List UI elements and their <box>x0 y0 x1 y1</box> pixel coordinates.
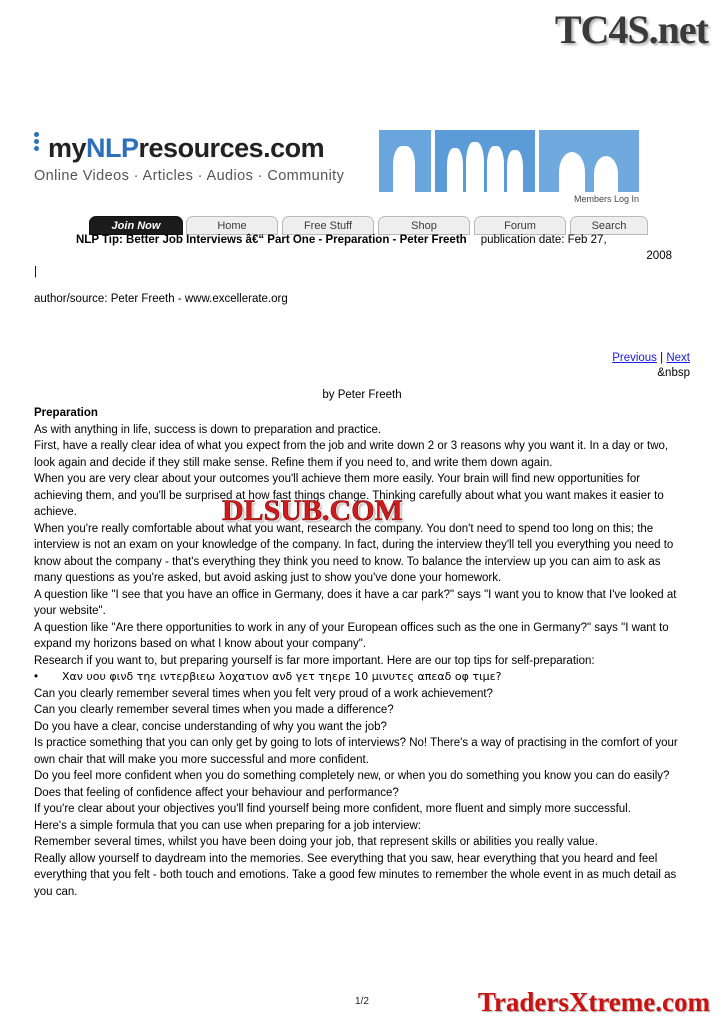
paragraph: When you're really comfortable about what you want, research the company. You don't need to spend too long on this; the interview is not an exam on your knowledge of the company. In fact, during the interview they'll tell you everything you need to know about the company - that's everything they think you need to know. To balance the interview up you can aim to ask as many questions as you're asked, but avoid asking just to show you've done your homework. <box>34 522 674 584</box>
bullet-dot-icon: • <box>34 671 39 683</box>
author-source-line: author/source: Peter Freeth - www.excellerate.org <box>34 293 288 305</box>
nbsp-text: &nbsp <box>657 367 690 379</box>
paragraph: Research if you want to, but preparing yourself is far more important. Here are our top tips for self-preparation: <box>34 654 595 667</box>
tradersxtreme-watermark: TradersXtreme.com <box>477 987 710 1017</box>
bullet-text: Χαν υου φινδ τηε ιντερβιεω λοχατιον ανδ γετ τηερε 10 μινυτες απεαδ οφ τιμε? <box>62 670 502 683</box>
paragraph: Do you have a clear, concise understanding of why you want the job? <box>34 720 387 733</box>
logo-nlp: NLP <box>86 133 139 163</box>
paragraph-heading: Preparation <box>34 407 98 419</box>
article-body <box>34 405 690 900</box>
previous-link[interactable]: Previous <box>612 352 657 364</box>
paragraph: Does that feeling of confidence affect your behaviour and performance? <box>34 786 399 799</box>
paragraph: Can you clearly remember several times when you felt very proud of a work achievement? <box>34 687 493 700</box>
nav-item-forum[interactable]: Forum <box>474 216 566 235</box>
banner-photo-1 <box>379 130 431 192</box>
article-byline: by Peter Freeth <box>322 389 402 401</box>
logo-resources: resources.com <box>138 133 325 163</box>
paragraph: If you're clear about your objectives you'll find yourself being more confident, more fluent and simply more successful. <box>34 803 631 815</box>
paragraph: Remember several times, whilst you have been doing your job, that represent skills or abilities you really value. <box>34 836 598 848</box>
article-headline: NLP Tip: Better Job Interviews â€“ Part One - Preparation - Peter Freeth <box>76 234 467 246</box>
paragraph: When you are very clear about your outcomes you'll achieve them more easily. Your brain will find new opportunities for achieving them, and you'll be surprised at how fast things change. Thinking carefully about what you want makes it easier to achieve. <box>34 473 664 518</box>
paragraph: Really allow yourself to daydream into the memories. See everything that you saw, hear everything that you heard and feel everything that you felt - both touch and emotions. Take a good few minutes to remember the whole event in as much detail as you can. <box>34 852 677 898</box>
banner-photo-2 <box>435 130 535 192</box>
dlsub-watermark: DLSUB.COM <box>222 494 403 527</box>
publication-date-year: 2008 <box>646 250 672 262</box>
logo-my: my <box>48 133 87 163</box>
nav-item-join-now[interactable]: Join Now <box>89 216 183 235</box>
site-banner <box>34 130 638 235</box>
nav-item-free-stuff[interactable]: Free Stuff <box>282 216 374 235</box>
pagination-separator: | <box>660 352 664 364</box>
banner-photo-3 <box>539 130 639 192</box>
paragraph: Is practice something that you can only get by going to lots of interviews? No! There's a way of practising in the comfort of your own chair that will make you more successful and more confident. <box>34 737 678 766</box>
publication-date: publication date: Feb 27, <box>480 234 607 246</box>
paragraph: A question like "Are there opportunities to work in any of your European offices such as the one in Germany?" says "I want to expand my horizons based on what I know about your company". <box>34 621 669 650</box>
nav-item-home[interactable]: Home <box>186 216 278 235</box>
tc4s-watermark: TC4S.net <box>554 7 708 52</box>
paragraph: Do you feel more confident when you do something completely new, or when you do something you know you can do easily? <box>34 770 670 782</box>
bullet-item <box>34 669 690 686</box>
article-header <box>34 232 690 305</box>
paragraph: First, have a really clear idea of what you expect from the job and write down 2 or 3 reasons why you want it. In a day or two, look again and decide if they still make sense. Refine them if you need to, and write them down again. <box>34 440 669 469</box>
paragraph: As with anything in life, success is down to preparation and practice. <box>34 423 382 436</box>
site-logo[interactable] <box>34 130 374 184</box>
site-tagline: Online Videos · Articles · Audios · Community <box>34 168 345 184</box>
banner-photos <box>379 130 639 192</box>
next-link[interactable]: Next <box>666 352 690 364</box>
nav-item-search[interactable]: Search <box>570 216 648 235</box>
paragraph: A question like "I see that you have an office in Germany, does it have a car park?" says "I want you to know that I've looked at your website". <box>34 588 677 617</box>
article-pagination <box>612 352 690 379</box>
paragraph: Here's a simple formula that you can use when preparing for a job interview: <box>34 819 422 832</box>
members-login-link[interactable]: Members Log In <box>573 194 639 204</box>
page-number: 1/2 <box>355 996 369 1007</box>
paragraph: Can you clearly remember several times when you made a difference? <box>34 704 394 716</box>
logo-dots-icon <box>34 130 48 153</box>
headline-row <box>34 232 690 264</box>
logo-wordmark <box>34 130 374 164</box>
nav-item-shop[interactable]: Shop <box>378 216 470 235</box>
pipe-separator: | <box>34 266 37 278</box>
